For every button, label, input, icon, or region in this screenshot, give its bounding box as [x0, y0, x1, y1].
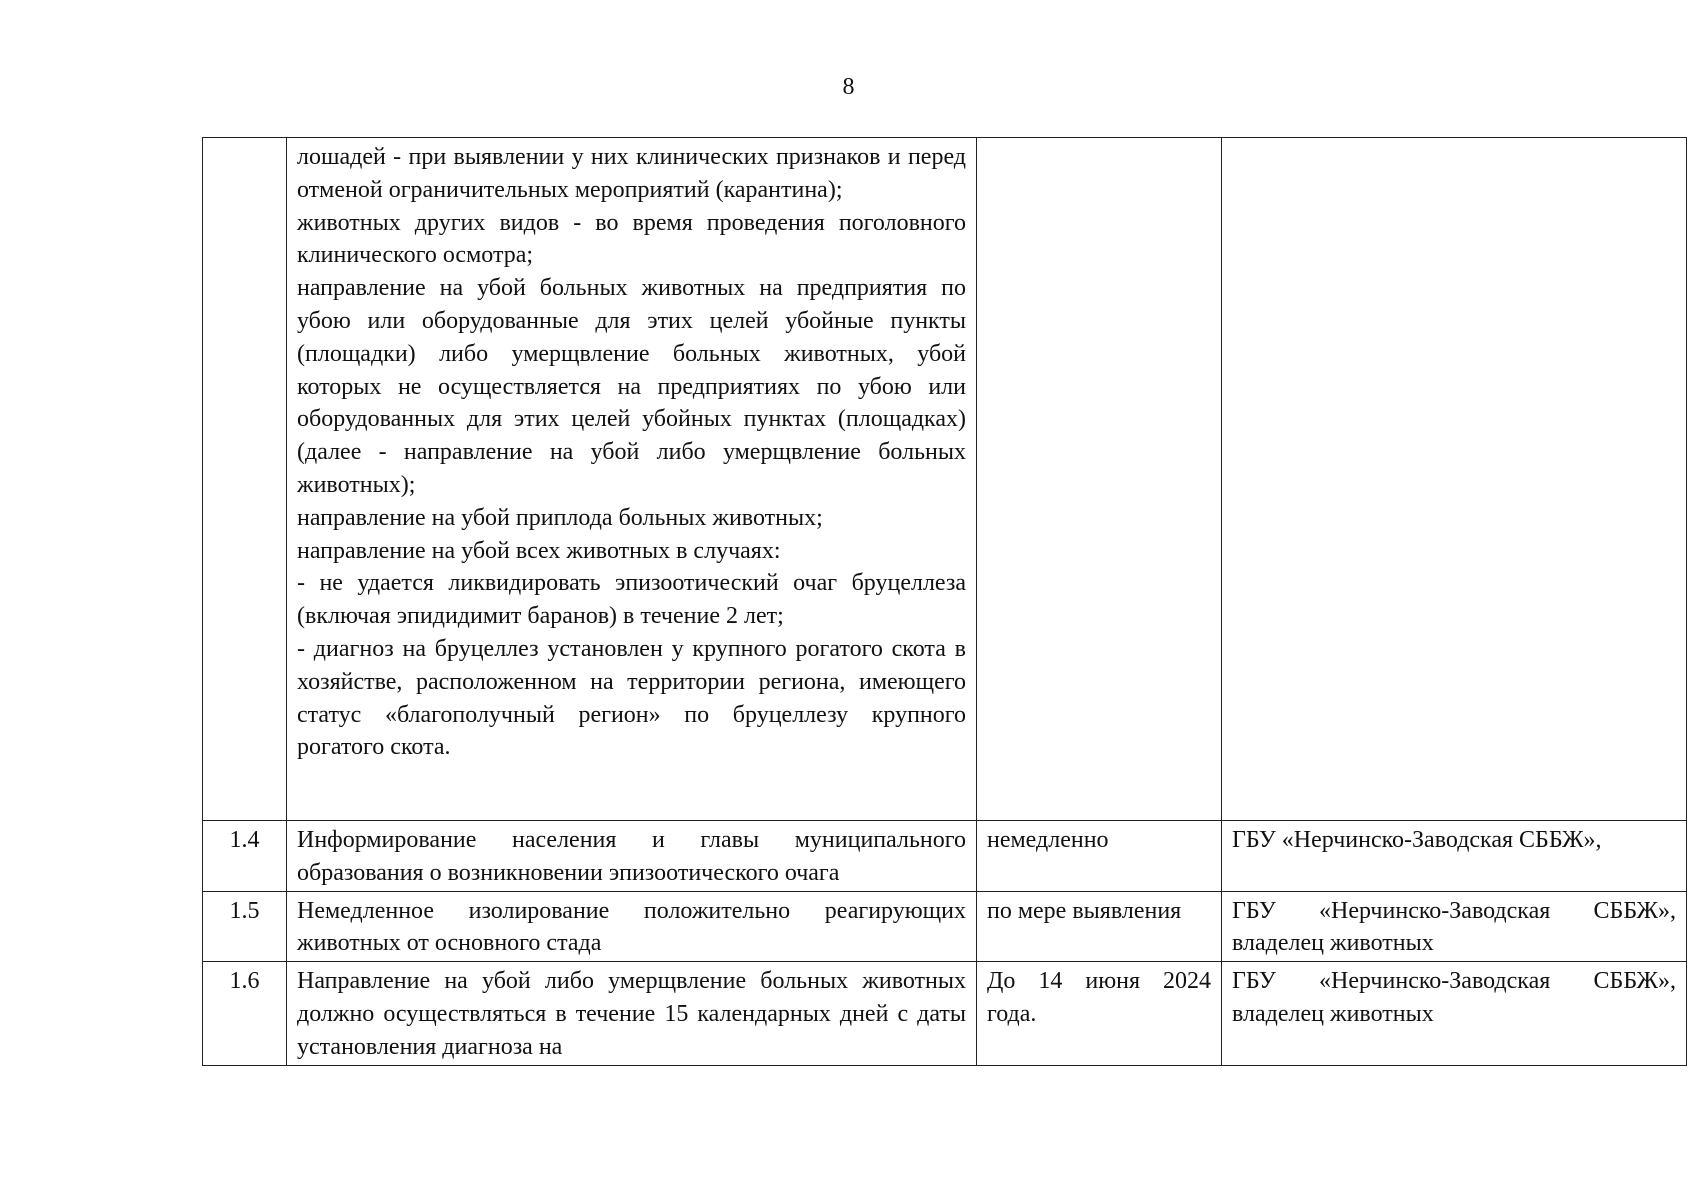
action-paragraph: Информирование населения и главы муниципального образования о возникновении эпизоотического очага: [297, 827, 966, 886]
term-cell: по мере выявления: [977, 891, 1222, 962]
action-paragraph: направление на убой больных животных на предприятия по убою или оборудованные для этих целей убойные пункты (площадки) либо умерщвление больных животных, убой которых не осуществляется на предприятиях по убою или оборудованных для этих целей убойных пунктах (площадках) (далее - направление на убой либо умерщвление больных животных);: [297, 275, 966, 498]
measures-table: [202, 137, 1687, 1066]
action-cell: [287, 821, 977, 892]
responsible-cell: ГБУ «Нерчинско-Заводская СББЖ»,: [1222, 821, 1687, 892]
action-paragraph: Направление на убой либо умерщвление больных животных должно осуществляться в течение 15 календарных дней с даты установления диагноза на: [297, 968, 966, 1060]
action-cell: [287, 962, 977, 1065]
action-cell: [287, 138, 977, 821]
table-row: [203, 891, 1687, 962]
action-cell: [287, 891, 977, 962]
row-number: 1.5: [203, 891, 287, 962]
table-row: [203, 821, 1687, 892]
responsible-cell: [1222, 138, 1687, 821]
responsible-cell: ГБУ «Нерчинско-Заводская СББЖ», владелец животных: [1222, 891, 1687, 962]
row-number: [203, 138, 287, 821]
term-cell: [977, 138, 1222, 821]
row-number: 1.4: [203, 821, 287, 892]
row-number: 1.6: [203, 962, 287, 1065]
action-paragraph: - не удается ликвидировать эпизоотический очаг бруцеллеза (включая эпидидимит баранов) в течение 2 лет;: [297, 570, 966, 630]
action-paragraph: - диагноз на бруцеллез установлен у крупного рогатого скота в хозяйстве, расположенном на территории региона, имеющего статус «благополучный регион» по бруцеллезу крупного рогатого скота.: [297, 635, 966, 761]
term-cell: До 14 июня 2024 года.: [977, 962, 1222, 1065]
action-paragraph: направление на убой всех животных в случаях:: [297, 537, 781, 564]
page-number: 8: [842, 74, 855, 100]
action-paragraph: животных других видов - во время проведения поголовного клинического осмотра;: [297, 209, 966, 269]
table-row: [203, 138, 1687, 821]
term-cell: немедленно: [977, 821, 1222, 892]
table-row: [203, 962, 1687, 1065]
action-paragraph: направление на убой приплода больных животных;: [297, 504, 823, 531]
responsible-cell: ГБУ «Нерчинско-Заводская СББЖ», владелец животных: [1222, 962, 1687, 1065]
action-paragraph: лошадей - при выявлении у них клинических признаков и перед отменой ограничительных мероприятий (карантина);: [297, 144, 966, 203]
action-paragraph: Немедленное изолирование положительно реагирующих животных от основного стада: [297, 897, 966, 957]
